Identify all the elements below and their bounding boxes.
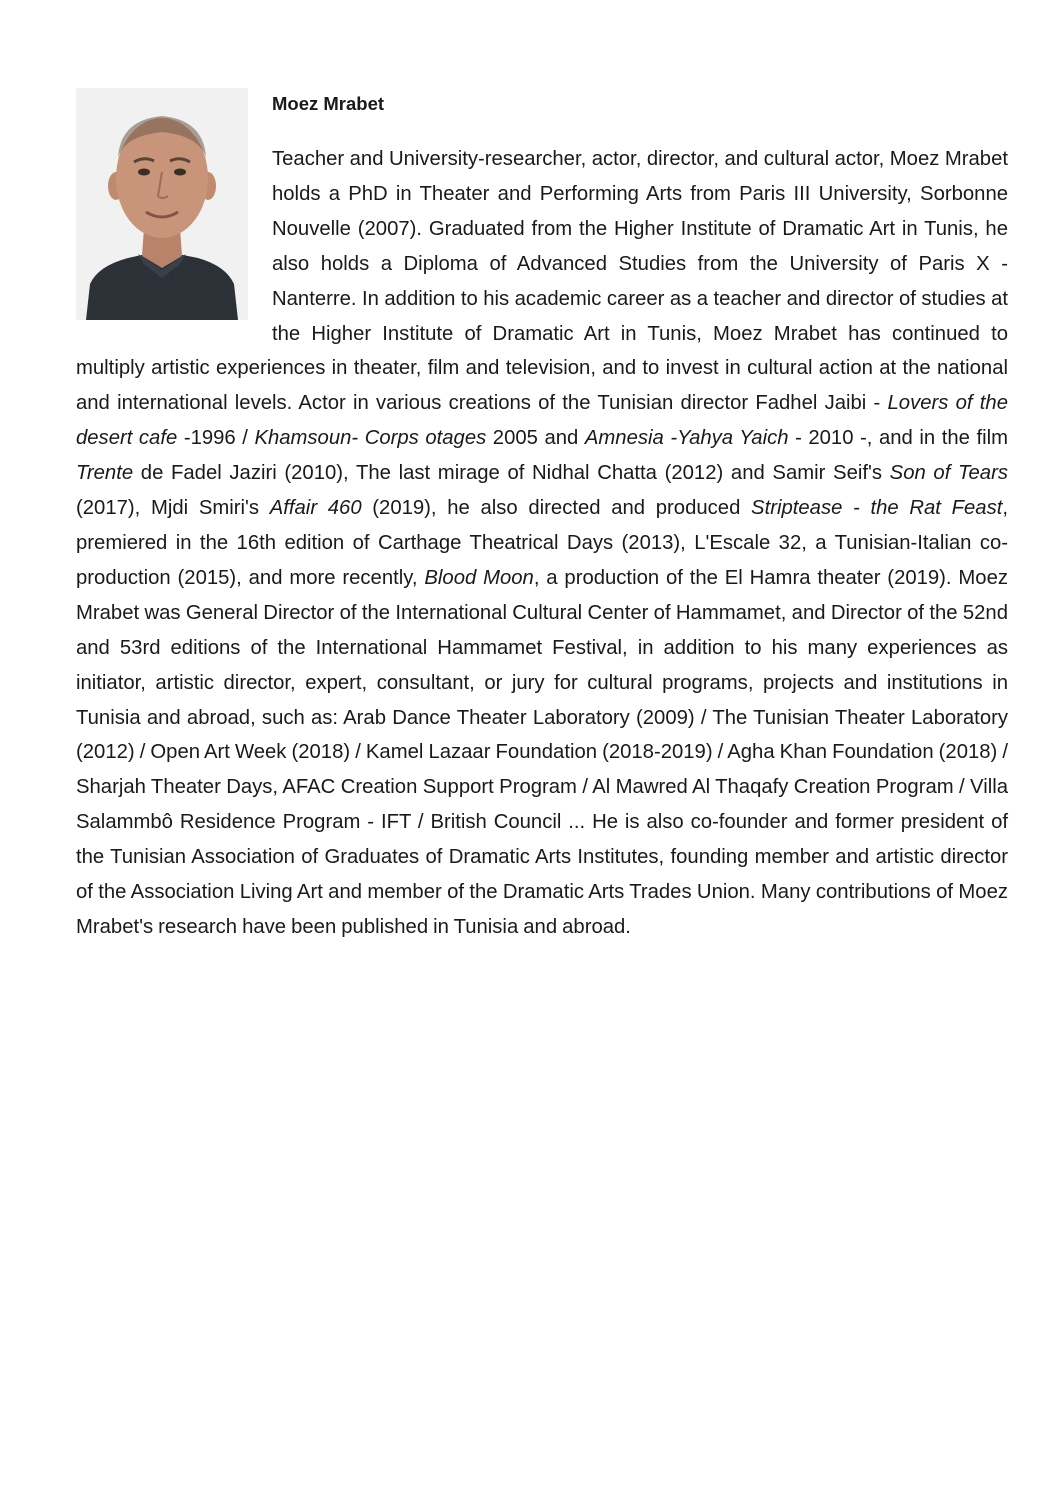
bio-work-title: Khamsoun- Corps otages xyxy=(254,427,487,450)
bio-text: - 2010 -, and in the film xyxy=(788,427,1008,450)
biography-text xyxy=(76,142,1008,945)
bio-text: -1996 / xyxy=(177,427,255,450)
bio-work-title: Son of Tears xyxy=(889,462,1008,485)
bio-work-title: Amnesia -Yahya Yaich xyxy=(584,427,789,450)
bio-work-title: Blood Moon xyxy=(424,566,534,589)
bio-text: Teacher and University-researcher, actor, director, and cultural actor, Moez Mrabet holds a PhD in Theater and Performing Arts from Paris III University, Sorbonne Nouvelle (2007). Graduated from the Higher Institute of Dramatic Art in Tunis, he also holds a Diploma of Advanced Studies from the University of Paris X - Nanterre. In addition to his academic career as a teacher and director of studies at the Higher Institute of Dramatic Art in Tunis, Moez Mrabet has continued to multiply artistic experiences in theater, film and television, and to invest in cultural action at the national and international levels. Actor in various creations of the Tunisian director Fadhel Jaibi - xyxy=(76,148,1008,415)
person-name: Moez Mrabet xyxy=(272,93,385,114)
bio-text: (2017), Mjdi Smiri's xyxy=(76,497,270,520)
bio-work-title: Lovers of the desert cafe xyxy=(76,392,1008,450)
bio-work-title: Affair 460 xyxy=(269,497,362,520)
bio-text: , a production of the El Hamra theater (2019). Moez Mrabet was General Director of the International Cultural Center of Hammamet, and Director of the 52nd and 53rd editions of the International Hammamet Festival, in addition to his many experiences as initiator, artistic director, expert, consultant, or jury for cultural programs, projects and institutions in Tunisia and abroad, such as: Arab Dance Theater Laboratory (2009) / The Tunisian Theater Laboratory (2012) / Open Art Week (2018) / Kamel Lazaar Foundation (2018-2019) / Agha Khan Foundation (2018) / Sharjah Theater Days, AFAC Creation Support Program / Al Mawred Al Thaqafy Creation Program / Villa Salammbô Residence Program - IFT / British Council ... He is also co-founder and former president of the Tunisian Association of Graduates of Dramatic Arts Institutes, founding member and artistic director of the Association Living Art and member of the Dramatic Arts Trades Union. Many contributions of Moez Mrabet's research have been published in Tunisia and abroad. xyxy=(76,566,1009,938)
bio-work-title: Trente xyxy=(76,462,134,485)
bio-text: 2005 and xyxy=(486,427,585,450)
bio-text: de Fadel Jaziri (2010), The last mirage of Nidhal Chatta (2012) and Samir Seif's xyxy=(133,462,890,485)
bio-text: , premiered in the 16th edition of Carthage Theatrical Days (2013), L'Escale 32, a Tunisian-Italian co-production (2015), and more recently, xyxy=(76,497,1008,589)
bio-work-title: Striptease - the Rat Feast xyxy=(751,497,1003,520)
bio-text: (2019), he also directed and produced xyxy=(361,497,752,520)
photo-spacer xyxy=(76,142,272,340)
